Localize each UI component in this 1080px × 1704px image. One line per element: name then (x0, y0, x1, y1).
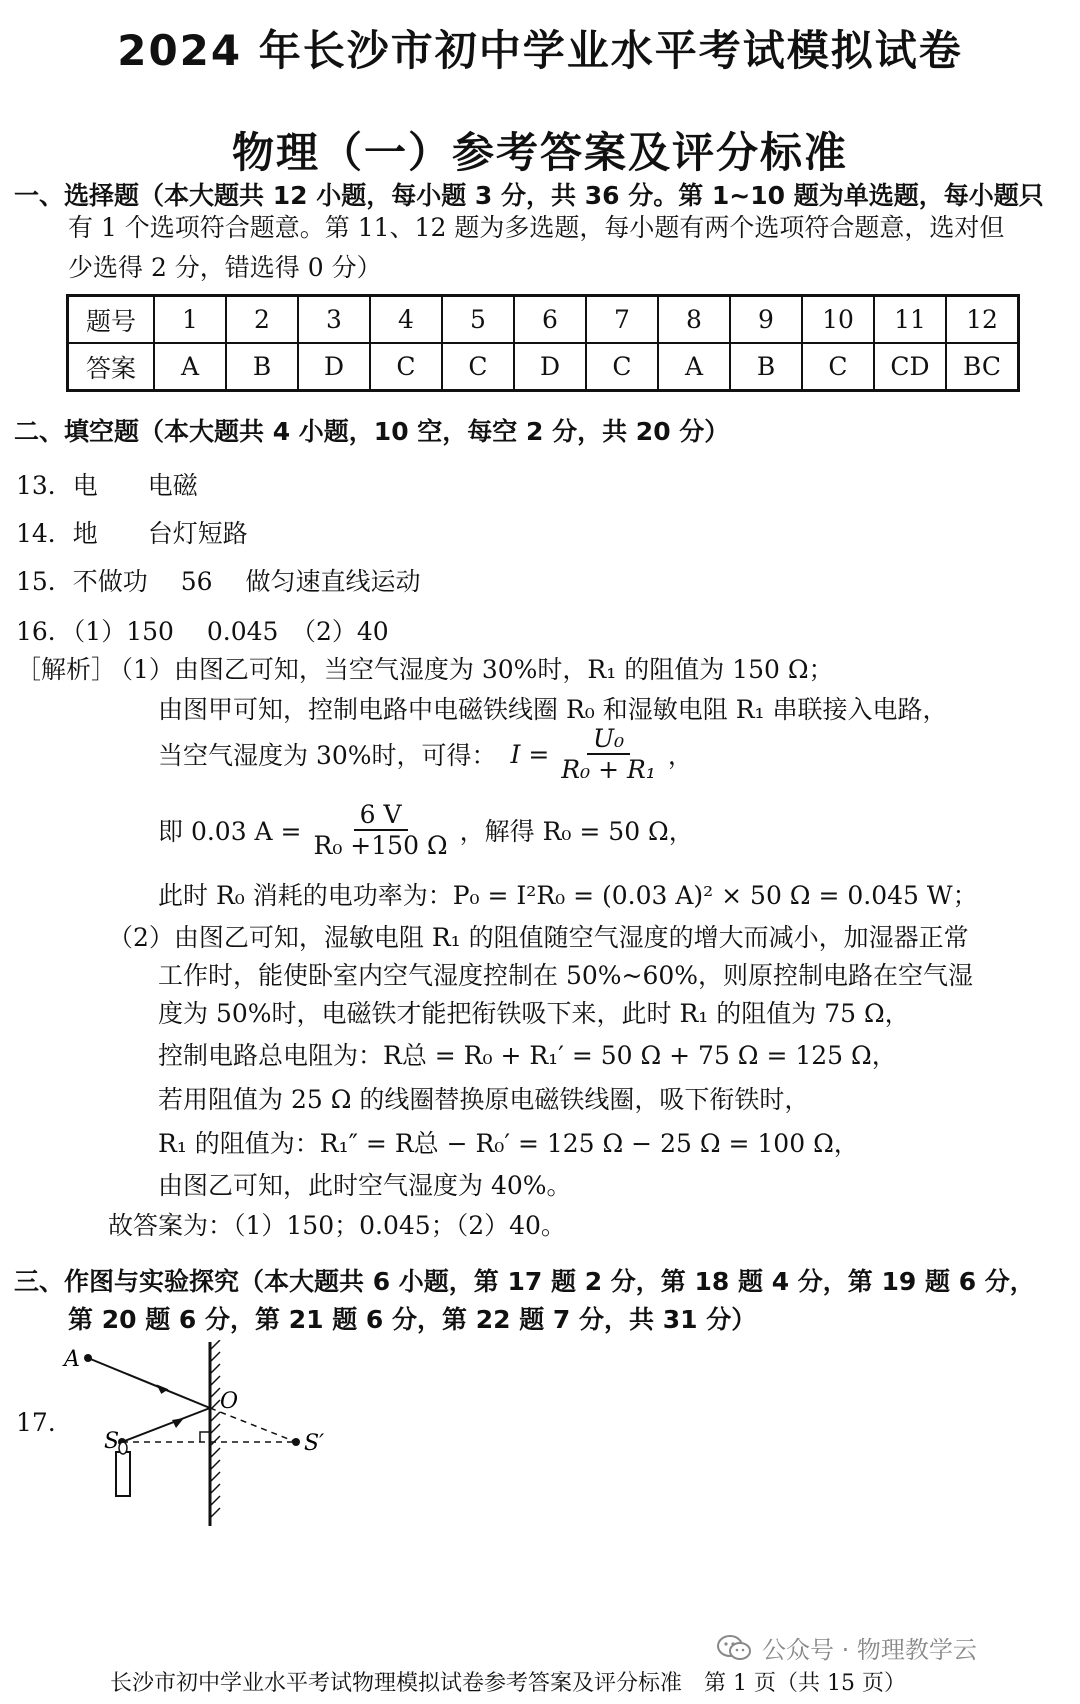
analysis-line-10: 若用阻值为 25 Ω 的线圈替换原电磁铁线圈，吸下衔铁时， (158, 1085, 810, 1114)
punctuation: ， (667, 741, 693, 770)
label-s-prime: S′ (304, 1431, 325, 1456)
document-title: 2024 年长沙市初中学业水平考试模拟试卷 (117, 26, 963, 75)
fraction-numerator: 6 V (354, 800, 408, 831)
answer-13: 13．电 电磁 (16, 471, 198, 500)
question-17-number: 17. (16, 1408, 56, 1437)
point-a (84, 1354, 92, 1362)
table-cell: C (370, 343, 442, 391)
table-cell: 3 (298, 296, 370, 344)
answer-16: 16．（1）150 0.045 （2）40 (16, 617, 389, 646)
reflected-ray (88, 1358, 210, 1408)
table-cell: 1 (154, 296, 226, 344)
table-cell: 9 (730, 296, 802, 344)
analysis-line-5: 此时 R₀ 消耗的电功率为：P₀ = I²R₀ = (0.03 A)² × 50 Ω = 0.045 W； (158, 881, 978, 910)
table-cell: 4 (370, 296, 442, 344)
table-cell: D (298, 343, 370, 391)
fraction-denominator: R₀ + R₁ (561, 755, 656, 784)
analysis-line-6: （2）由图乙可知，湿敏电阻 R₁ 的阻值随空气湿度的增大而减小，加湿器正常 (108, 923, 969, 952)
page-footer: 长沙市初中学业水平考试物理模拟试卷参考答案及评分标准 第 1 页（共 15 页） (110, 1671, 906, 1696)
table-cell: BC (946, 343, 1019, 391)
table-cell: 10 (802, 296, 874, 344)
fraction-numerator: U₀ (587, 724, 630, 755)
table-header-cell: 题号 (68, 296, 155, 344)
table-cell: 7 (586, 296, 658, 344)
label-o: O (220, 1389, 239, 1414)
analysis-line-11: R₁ 的阻值为：R₁″ = R总 − R₀′ = 125 Ω − 25 Ω = 100 Ω， (158, 1129, 859, 1158)
table-cell: B (730, 343, 802, 391)
table-cell: 2 (226, 296, 298, 344)
table-cell: 8 (658, 296, 730, 344)
document-subtitle: 物理（一）参考答案及评分标准 (231, 128, 848, 177)
table-cell: C (802, 343, 874, 391)
formula-fraction (555, 724, 662, 784)
incident-ray (122, 1408, 210, 1442)
current-symbol: I = (510, 739, 550, 769)
analysis-line-4-text: 即 0.03 A = (158, 817, 302, 846)
table-row-numbers (68, 296, 1019, 344)
analysis-conclusion: 故答案为：（1）150；0.045；（2）40。 (108, 1211, 566, 1240)
fraction-denominator: R₀ +150 Ω (313, 831, 448, 860)
analysis-line-2: 由图甲可知，控制电路中电磁铁线圈 R₀ 和湿敏电阻 R₁ 串联接入电路， (158, 695, 948, 724)
table-cell: 12 (946, 296, 1019, 344)
table-row-answers (68, 343, 1019, 391)
label-a: A (64, 1347, 80, 1372)
analysis-line-3-text: 当空气湿度为 30%时，可得： (158, 741, 497, 770)
analysis-line-7: 工作时，能使卧室内空气湿度控制在 50%~60%，则原控制电路在空气湿 (158, 961, 974, 990)
table-cell: C (442, 343, 514, 391)
analysis-line-9: 控制电路总电阻为：R总 = R₀ + R₁′ = 50 Ω + 75 Ω = 125 Ω， (158, 1041, 897, 1070)
table-cell: A (154, 343, 226, 391)
answer-14: 14．地 台灯短路 (16, 519, 248, 548)
table-cell: 6 (514, 296, 586, 344)
analysis-line-4 (158, 800, 694, 860)
section1-heading-line3: 少选得 2 分，错选得 0 分） (68, 253, 382, 282)
section2-heading: 二、填空题（本大题共 4 小题，10 空，每空 2 分，共 20 分） (14, 417, 730, 446)
analysis-line-8: 度为 50%时，电磁铁才能把衔铁吸下来，此时 R₁ 的阻值为 75 Ω， (158, 999, 910, 1028)
reflection-diagram (60, 1340, 350, 1530)
analysis-label: ［解析］ (16, 655, 117, 684)
watermark (716, 1630, 977, 1665)
candle-flame (119, 1442, 127, 1454)
table-cell: 11 (874, 296, 946, 344)
answer-table (66, 294, 1020, 392)
table-header-cell: 答案 (68, 343, 155, 391)
table-cell: B (226, 343, 298, 391)
analysis-line-3 (158, 724, 693, 784)
table-cell: A (658, 343, 730, 391)
section1-heading: 一、选择题（本大题共 12 小题，每小题 3 分，共 36 分。第 1~10 题为单选题，每小题只 (14, 181, 1044, 210)
table-cell: 5 (442, 296, 514, 344)
section3-heading: 三、作图与实验探究（本大题共 6 小题，第 17 题 2 分，第 18 题 4 分，第 19 题 6 分， (14, 1267, 1035, 1296)
watermark-text: 公众号 · 物理教学云 (762, 1636, 977, 1664)
point-s-image (292, 1438, 300, 1446)
section1-heading-line2: 有 1 个选项符合题意。第 11、12 题为多选题，每小题有两个选项符合题意，选对但 (68, 213, 1005, 242)
candle (116, 1452, 130, 1496)
wechat-icon (716, 1634, 752, 1662)
label-s: S (104, 1429, 120, 1454)
table-cell: CD (874, 343, 946, 391)
answer-15: 15．不做功 56 做匀速直线运动 (16, 567, 421, 596)
analysis-line-4-result: ，解得 R₀ = 50 Ω， (459, 817, 694, 846)
table-cell: D (514, 343, 586, 391)
analysis-line-12: 由图乙可知，此时空气湿度为 40%。 (158, 1171, 572, 1200)
analysis-line-1: （1）由图乙可知，当空气湿度为 30%时，R₁ 的阻值为 150 Ω； (108, 655, 834, 684)
formula-fraction (308, 800, 454, 860)
table-cell: C (586, 343, 658, 391)
incident-ray-arrow (172, 1418, 184, 1428)
section3-heading-line2: 第 20 题 6 分，第 21 题 6 分，第 22 题 7 分，共 31 分） (68, 1305, 757, 1334)
